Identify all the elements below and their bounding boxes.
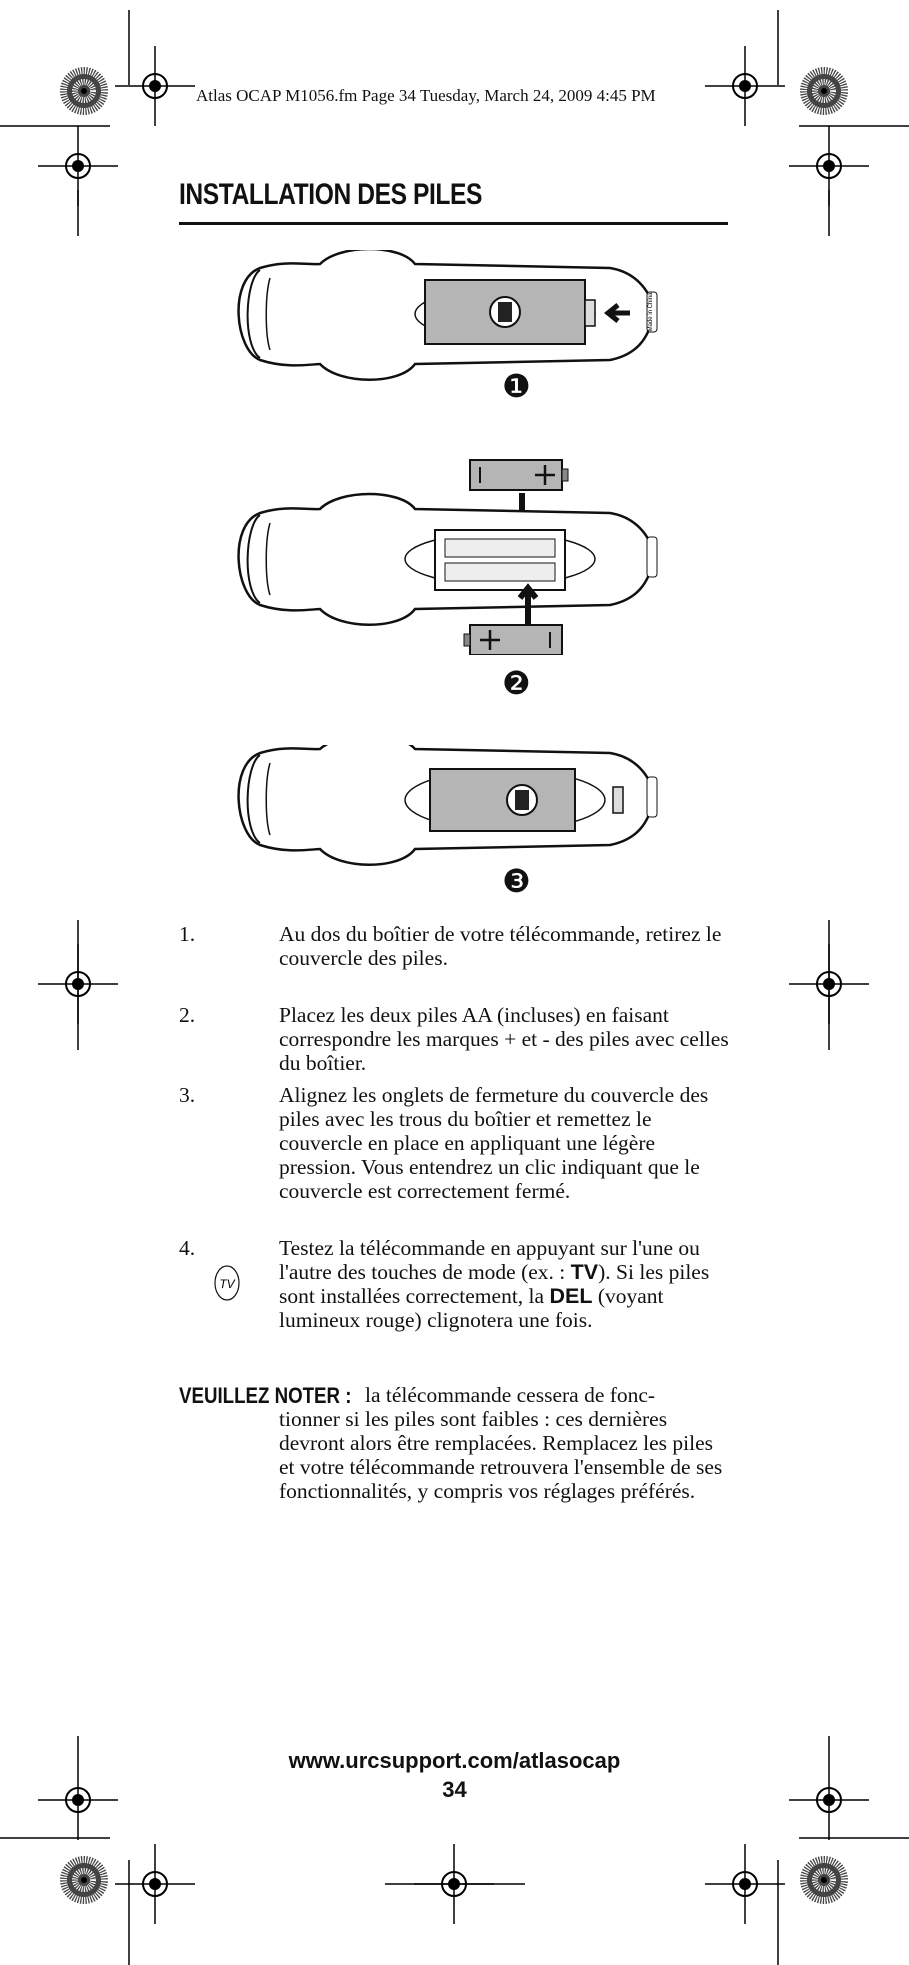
tv-button-icon-label: TV xyxy=(219,1277,235,1291)
title-rule xyxy=(179,222,728,225)
tv-button-icon xyxy=(212,1263,242,1303)
figure-2-label: ❷ xyxy=(502,664,531,702)
figure-1-label: ❶ xyxy=(502,367,531,405)
step-2-number: 2. xyxy=(179,1003,196,1027)
step-1-text: Au dos du boîtier de votre télécommande, retirez le couvercle des piles. xyxy=(279,922,722,970)
step-3-number: 3. xyxy=(179,1083,196,1107)
step-4-text-part-e: (voyant lumineux rouge) clignotera une fois. xyxy=(279,1284,664,1332)
note-first-line: la télécommande cessera de fonc- xyxy=(365,1383,656,1407)
page-number: 34 xyxy=(442,1777,467,1802)
footer-url: www.urcsupport.com/atlasocap xyxy=(288,1748,621,1773)
page-title: INSTALLATION DES PILES xyxy=(179,178,483,211)
step-4-text xyxy=(279,1236,734,1332)
step-4-number: 4. xyxy=(179,1236,196,1260)
tv-key-label: TV xyxy=(570,1260,599,1284)
figure-3-label: ❸ xyxy=(502,862,531,900)
step-3-text: Alignez les onglets de fermeture du couvercle des piles avec les trous du boîtier et remettez le couvercle en place en appliquant une légère pression. Vous entendrez un clic indiquant que le couvercle est correctement fermé. xyxy=(279,1083,709,1203)
note-label: VEUILLEZ NOTER : xyxy=(179,1383,352,1408)
remote-figure-3 xyxy=(230,745,680,875)
made-in-china-text: Made in China xyxy=(648,292,654,332)
step-4-text-part-c: ). Si les piles sont installées correctement, la xyxy=(279,1260,710,1308)
del-label: DEL xyxy=(549,1284,593,1308)
remote-figure-1 xyxy=(230,250,680,410)
remote-figure-2 xyxy=(230,455,680,655)
file-slug: Atlas OCAP M1056.fm Page 34 Tuesday, March 24, 2009 4:45 PM xyxy=(196,86,656,105)
note-text: tionner si les piles sont faibles : ces dernières devront alors être remplacées. Remplacez les piles et votre télécommande retrouvera l'ensemble de ses fonctionnalités, y compris vos réglages préférés. xyxy=(279,1407,723,1503)
step-2-text: Placez les deux piles AA (incluses) en faisant correspondre les marques + et - des piles avec celles du boîtier. xyxy=(279,1003,729,1075)
step-4-text-part-a: Testez la télécommande en appuyant sur l'une ou l'autre des touches de mode (ex. : xyxy=(279,1236,700,1284)
step-1-number: 1. xyxy=(179,922,196,946)
